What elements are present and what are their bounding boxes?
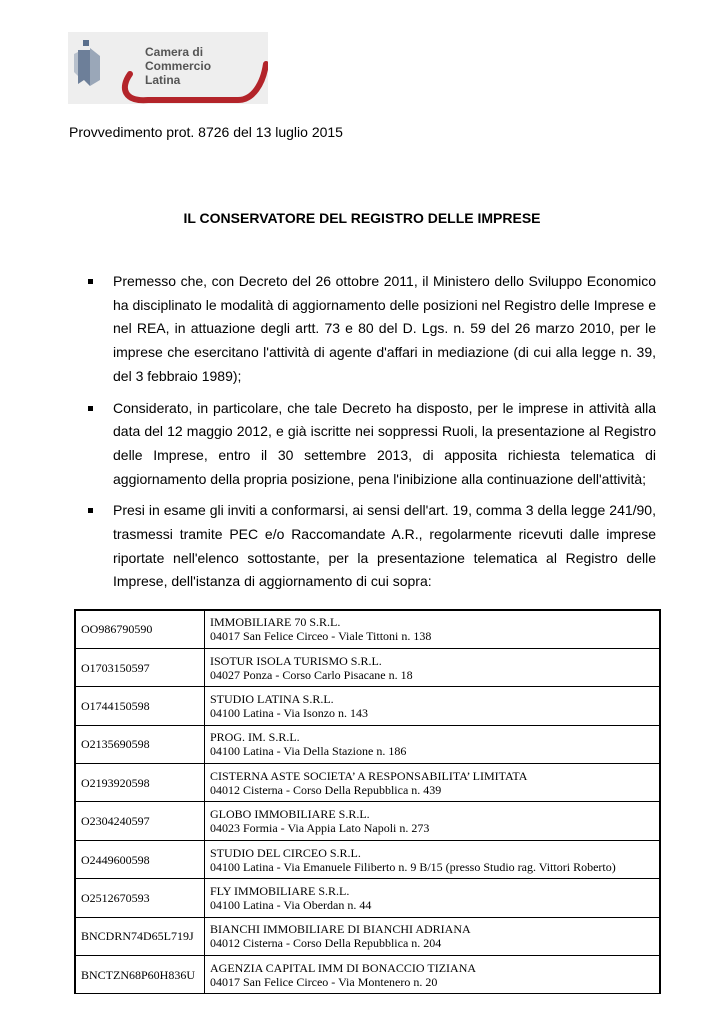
bullet-icon — [88, 406, 93, 411]
company-cell — [205, 725, 661, 763]
company-cell — [205, 610, 661, 648]
premise-item — [88, 397, 656, 492]
chamber-emblem-icon — [70, 36, 104, 88]
premises-list — [88, 270, 656, 602]
company-code: BNCTZN68P60H836U — [75, 956, 205, 994]
bullet-icon — [88, 279, 93, 284]
table-row — [75, 879, 660, 917]
company-name: ISOTUR ISOLA TURISMO S.R.L. — [210, 653, 382, 668]
company-cell — [205, 764, 661, 802]
company-code: O2193920598 — [75, 764, 205, 802]
company-name: FLY IMMOBILIARE S.R.L. — [210, 883, 350, 898]
company-name: STUDIO LATINA S.R.L. — [210, 691, 334, 706]
table-row — [75, 610, 660, 648]
premise-text: Considerato, in particolare, che tale Decreto ha disposto, per le imprese in attività alla data del 12 maggio 2012, e già iscritte nei soppressi Ruoli, la presentazione al Registro delle Imprese, entro il 30 settembre 2013, di apposita richiesta telematica di aggiornamento della propria posizione, pena l'inibizione alla continuazione dell'attività; — [113, 399, 656, 487]
company-code: BNCDRN74D65L719J — [75, 917, 205, 955]
company-code: O2304240597 — [75, 802, 205, 840]
table-row — [75, 956, 660, 994]
company-name: GLOBO IMMOBILIARE S.R.L. — [210, 807, 370, 822]
company-cell — [205, 840, 661, 878]
protocol-reference: Provvedimento prot. 8726 del 13 luglio 2015 — [69, 124, 343, 140]
table-row — [75, 802, 660, 840]
company-address: 04012 Cisterna - Corso Della Repubblica n. 439 — [210, 782, 442, 797]
company-name: STUDIO DEL CIRCEO S.R.L. — [210, 845, 361, 860]
company-address: 04100 Latina - Via Oberdan n. 44 — [210, 897, 372, 912]
premise-text: Premesso che, con Decreto del 26 ottobre 2011, il Ministero dello Sviluppo Economico ha disciplinato le modalità di aggiornamento delle posizioni nel Registro delle Imprese e nel REA, in attuazione degli artt. 73 e 80 del D. Lgs. n. 59 del 26 marzo 2010, per le imprese che esercitano l'attività di agente d'affari in mediazione (di cui alla legge n. 39, del 3 febbraio 1989); — [113, 273, 656, 384]
company-cell — [205, 956, 661, 994]
table-row — [75, 764, 660, 802]
company-code: O1703150597 — [75, 648, 205, 686]
document-title: IL CONSERVATORE DEL REGISTRO DELLE IMPRESE — [183, 210, 541, 226]
bullet-icon — [88, 508, 93, 513]
company-address: 04100 Latina - Via Isonzo n. 143 — [210, 705, 369, 720]
company-address: 04017 San Felice Circeo - Via Montenero n. 20 — [210, 974, 438, 989]
company-name: PROG. IM. S.R.L. — [210, 730, 300, 745]
premise-text: Presi in esame gli inviti a conformarsi, ai sensi dell'art. 19, comma 3 della legge 241/90, trasmessi tramite PEC e/o Raccomandate A.R., regolarmente ricevuti dalle imprese riportate nell'elenco sottostante, per la presentazione telematica al Registro delle Imprese, dell'istanza di aggiornamento di cui sopra: — [113, 502, 656, 590]
company-code: O1744150598 — [75, 687, 205, 725]
company-code: OO986790590 — [75, 610, 205, 648]
company-name: AGENZIA CAPITAL IMM DI BONACCIO TIZIANA — [210, 960, 477, 975]
company-cell — [205, 687, 661, 725]
table-row — [75, 840, 660, 878]
premise-item — [88, 499, 656, 594]
company-address: 04012 Cisterna - Corso Della Repubblica n. 204 — [210, 936, 442, 951]
table-row — [75, 648, 660, 686]
table-row — [75, 917, 660, 955]
company-cell — [205, 802, 661, 840]
premise-item — [88, 270, 656, 389]
company-cell — [205, 917, 661, 955]
company-name: CISTERNA ASTE SOCIETA’ A RESPONSABILITA’ LIMITATA — [210, 768, 528, 783]
company-code: O2512670593 — [75, 879, 205, 917]
company-code: O2135690598 — [75, 725, 205, 763]
company-cell — [205, 648, 661, 686]
logo-line-1: Camera di Commercio — [145, 45, 212, 73]
company-name: BIANCHI IMMOBILIARE DI BIANCHI ADRIANA — [210, 922, 471, 937]
company-address: 04023 Formia - Via Appia Lato Napoli n. 273 — [210, 821, 430, 836]
company-address: 04017 San Felice Circeo - Viale Tittoni n. 138 — [210, 629, 432, 644]
company-code: O2449600598 — [75, 840, 205, 878]
company-name: IMMOBILIARE 70 S.R.L. — [210, 615, 341, 630]
table-row — [75, 725, 660, 763]
companies-table — [74, 609, 661, 994]
table-row — [75, 687, 660, 725]
company-address: 04100 Latina - Via Emanuele Filiberto n. 9 B/15 (presso Studio rag. Vittori Roberto) — [210, 859, 616, 874]
logo-line-2: Latina — [145, 73, 181, 87]
company-address: 04100 Latina - Via Della Stazione n. 186 — [210, 744, 407, 759]
company-cell — [205, 879, 661, 917]
logo-text — [145, 45, 268, 87]
company-address: 04027 Ponza - Corso Carlo Pisacane n. 18 — [210, 667, 413, 682]
chamber-logo — [68, 32, 268, 104]
